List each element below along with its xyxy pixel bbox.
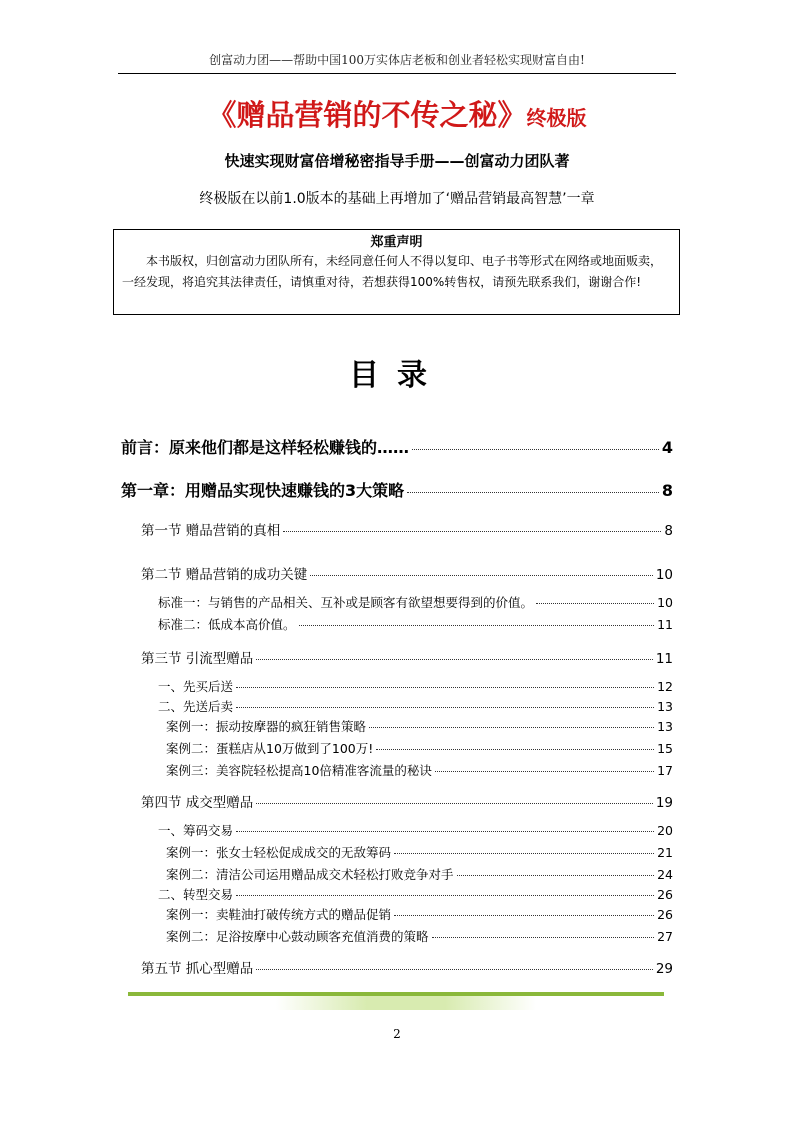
toc-entry[interactable]: [158, 615, 673, 633]
toc-entry-label: 案例一：卖鞋油打破传统方式的赠品促销: [166, 907, 392, 922]
edition-note: 终极版在以前1.0版本的基础上再增加了‘赠品营销最高智慧’一章: [199, 191, 595, 207]
toc-entry[interactable]: [121, 435, 673, 458]
toc-entry-label: 案例二：清洁公司运用赠品成交术轻松打败竞争对手: [166, 867, 454, 882]
toc-entry-label: 前言：原来他们都是这样轻松赚钱的……: [121, 438, 410, 457]
toc-entry[interactable]: [141, 957, 673, 977]
toc-entry-page: 12: [657, 679, 673, 694]
running-header: 创富动力团——帮助中国100万实体店老板和创业者轻松实现财富自由!: [209, 53, 585, 67]
toc-entry-page: 10: [657, 595, 673, 610]
toc-entry-label: 案例二：足浴按摩中心鼓动顾客充值消费的策略: [166, 929, 429, 944]
toc-entry-label: 案例三：美容院轻松提高10倍精准客流量的秘诀: [166, 763, 432, 778]
toc-entry-page: 26: [657, 907, 673, 922]
toc-entry-label: 第五节 抓心型赠品: [141, 961, 254, 977]
toc-leader-dots: [394, 915, 654, 916]
page-number: 2: [393, 1027, 401, 1041]
toc-entry-label: 标准一：与销售的产品相关、互补或是顾客有欲望想要得到的价值。: [158, 595, 534, 610]
toc-entry-page: 19: [655, 795, 673, 811]
toc-entry-label: 案例二：蛋糕店从10万做到了100万!: [166, 741, 374, 756]
toc-leader-dots: [236, 831, 654, 832]
toc-leader-dots: [310, 575, 653, 576]
toc-entry-label: 案例一：张女士轻松促成成交的无敌筹码: [166, 845, 392, 860]
notice-title: 郑重声明: [370, 235, 423, 250]
toc-entry[interactable]: [141, 647, 673, 667]
toc-leader-dots: [457, 875, 655, 876]
toc-entry[interactable]: [166, 717, 673, 735]
toc-entry-page: 8: [661, 481, 673, 500]
toc-entry-label: 标准二：低成本高价值。: [158, 617, 296, 632]
toc-leader-dots: [376, 749, 654, 750]
toc-entry[interactable]: [158, 593, 673, 611]
toc-entry-page: 21: [657, 845, 673, 860]
toc-leader-dots: [369, 727, 654, 728]
toc-leader-dots: [236, 687, 654, 688]
toc-entry-page: 8: [664, 523, 673, 539]
toc-entry-page: 4: [661, 438, 673, 457]
toc-entry[interactable]: [166, 761, 673, 779]
toc-leader-dots: [394, 853, 654, 854]
toc-entry-page: 29: [655, 961, 673, 977]
book-title-edition: 终极版: [526, 106, 587, 130]
toc-entry-page: 15: [657, 741, 673, 756]
toc-entry-page: 11: [655, 651, 673, 667]
toc-entry-label: 第二节 赠品营销的成功关键: [141, 567, 308, 583]
toc-entry[interactable]: [158, 677, 673, 695]
toc-entry[interactable]: [158, 885, 673, 903]
toc-entry[interactable]: [158, 821, 673, 839]
toc-leader-dots: [236, 895, 654, 896]
toc-entry-page: 13: [657, 699, 673, 714]
toc-entry[interactable]: [166, 905, 673, 923]
notice-body: 本书版权，归创富动力团队所有，未经同意任何人不得以复印、电子书等形式在网络或地面贩卖，一经发现，将追究其法律责任，请慎重对待，若想获得100%转售权，请预先联系我们，谢谢合作!: [122, 254, 663, 289]
toc-entry-label: 案例一：振动按摩器的疯狂销售策略: [166, 719, 367, 734]
toc-entry-page: 24: [657, 867, 673, 882]
toc-entry-label: 二、转型交易: [158, 887, 234, 902]
toc-entry-label: 第四节 成交型赠品: [141, 795, 254, 811]
toc-entry-page: 13: [657, 719, 673, 734]
toc-entry-page: 20: [657, 823, 673, 838]
toc-leader-dots: [412, 449, 659, 450]
toc-leader-dots: [256, 659, 653, 660]
toc-entry[interactable]: [166, 843, 673, 861]
book-title-main: 《赠品营销的不传之秘》: [207, 98, 527, 132]
toc-entry[interactable]: [166, 865, 673, 883]
toc-leader-dots: [236, 707, 654, 708]
toc-leader-dots: [256, 803, 653, 804]
toc-entry[interactable]: [121, 478, 673, 501]
toc-entry[interactable]: [141, 791, 673, 811]
toc-entry-label: 第三节 引流型赠品: [141, 651, 254, 667]
toc-entry[interactable]: [166, 739, 673, 757]
toc-entry-label: 第一节 赠品营销的真相: [141, 523, 281, 539]
toc-entry-page: 27: [657, 929, 673, 944]
toc-entry[interactable]: [141, 519, 673, 539]
toc-entry-label: 二、先送后卖: [158, 699, 234, 714]
toc-leader-dots: [407, 492, 659, 493]
toc-entry[interactable]: [141, 563, 673, 583]
toc-entry-label: 一、筹码交易: [158, 823, 234, 838]
toc-entry-page: 11: [657, 617, 673, 632]
toc-leader-dots: [283, 531, 661, 532]
toc-leader-dots: [536, 603, 654, 604]
toc-leader-dots: [299, 625, 655, 626]
toc-entry-page: 10: [655, 567, 673, 583]
toc-leader-dots: [435, 771, 654, 772]
toc-heading: 目录: [349, 358, 445, 393]
toc-leader-dots: [432, 937, 655, 938]
toc-entry-label: 一、先买后送: [158, 679, 234, 694]
footer-decoration: [276, 996, 536, 1010]
subtitle: 快速实现财富倍增秘密指导手册——创富动力团队著: [224, 152, 570, 170]
toc-entry[interactable]: [166, 927, 673, 945]
toc-leader-dots: [256, 969, 653, 970]
toc-entry-label: 第一章：用赠品实现快速赚钱的3大策略: [121, 481, 405, 500]
toc-entry[interactable]: [158, 697, 673, 715]
toc-entry-page: 17: [657, 763, 673, 778]
toc-entry-page: 26: [657, 887, 673, 902]
